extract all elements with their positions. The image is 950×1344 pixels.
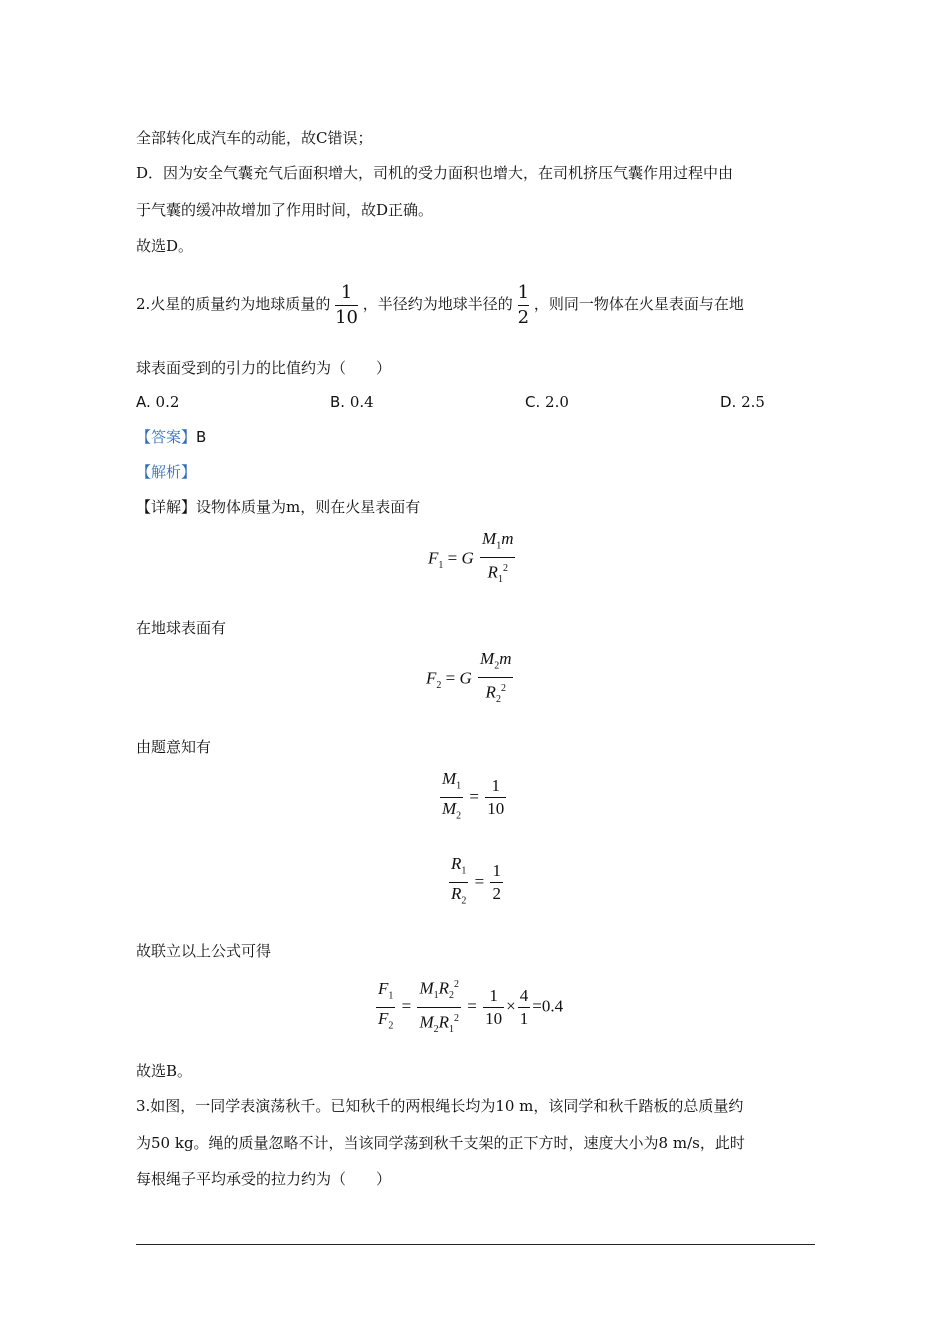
option-c: C. 2.0 <box>525 393 569 411</box>
answer-value: B <box>196 428 207 446</box>
option-a: A. 0.2 <box>136 393 180 411</box>
footer-rule <box>136 1244 815 1245</box>
option-d: D. 2.5 <box>720 393 765 411</box>
equation-5: $\frac{F_1}{F_2}$ = $\frac{M_1R_2^2}{M_2R_1^2}$ = $\frac{1}{10}$ × $\frac{4}{1}$ =0.4 <box>378 978 564 1036</box>
question-2-line-1 <box>136 270 744 338</box>
text-line-2: D．因为安全气囊充气后面积增大，司机的受力面积也增大，在司机挤压气囊作用过程中由 <box>136 164 734 182</box>
question-3-line-1: 3.如图，一同学表演荡秋千。已知秋千的两根绳长均为10 m，该同学和秋千踏板的总质量约 <box>136 1097 744 1115</box>
q2-text-b: ，半径约为地球半径的 <box>362 295 513 313</box>
option-b: B. 0.4 <box>330 393 374 411</box>
question-3-line-3: 每根绳子平均承受的拉力约为（ ） <box>136 1170 392 1188</box>
q2-text-a: 2.火星的质量约为地球质量的 <box>136 295 331 313</box>
analysis-tag: 【解析】 <box>136 463 197 481</box>
equation-4: $\frac{R_1}{R_2}$ = $\frac{1}{2}$ <box>451 854 501 907</box>
detail-line: 【详解】设物体质量为m，则在火星表面有 <box>136 498 421 516</box>
choose-b-line: 故选B。 <box>136 1062 193 1080</box>
answer-tag: 【答案】 <box>136 428 197 446</box>
question-2-line-2: 球表面受到的引力的比值约为（ ） <box>136 359 392 377</box>
q2-text-c: ，则同一物体在火星表面与在地 <box>533 295 744 313</box>
earth-surface-line: 在地球表面有 <box>136 619 227 637</box>
equation-1: $F_1 = G$ $\frac{M_1m}{R_1^2}$ <box>428 529 514 586</box>
fraction-one-tenth: $\frac{1}{10}$ <box>335 281 359 328</box>
text-line-4: 故选D。 <box>136 237 194 255</box>
text-line-3: 于气囊的缓冲故增加了作用时间，故D正确。 <box>136 201 434 219</box>
text-line-1: 全部转化成汽车的动能，故C错误； <box>136 129 373 147</box>
given-line: 由题意知有 <box>136 738 212 756</box>
answer-line <box>136 427 206 447</box>
combine-line: 故联立以上公式可得 <box>136 942 272 960</box>
question-3-line-2: 为50 kg。绳的质量忽略不计，当该同学荡到秋千支架的正下方时，速度大小为8 m/s，此时 <box>136 1134 745 1152</box>
equation-3: $\frac{M_1}{M_2}$ = $\frac{1}{10}$ <box>442 769 505 822</box>
equation-2: $F_2 = G$ $\frac{M_2m}{R_2^2}$ <box>426 649 512 706</box>
fraction-one-half: $\frac{1}{2}$ <box>517 281 530 328</box>
